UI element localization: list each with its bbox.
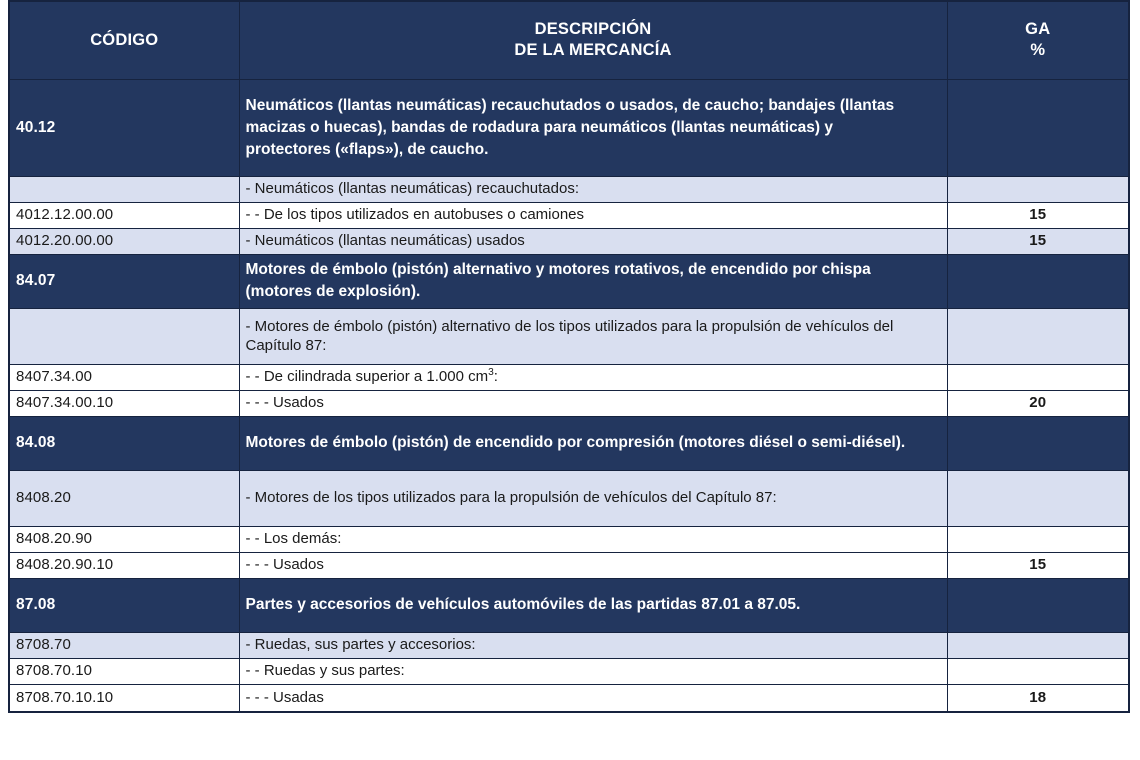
table-row bbox=[9, 684, 1129, 712]
table-row bbox=[9, 470, 1129, 526]
column-header-descripcion-line1: DESCRIPCIÓN bbox=[534, 20, 652, 39]
header-row bbox=[9, 1, 1129, 79]
cell-ga: 15 bbox=[947, 552, 1129, 578]
cell-codigo bbox=[9, 176, 239, 202]
cell-descripcion: - - Los demás: bbox=[239, 526, 947, 552]
tariff-table bbox=[8, 0, 1130, 713]
cell-descripcion: - - - Usados bbox=[239, 552, 947, 578]
cell-descripcion: - - Ruedas y sus partes: bbox=[239, 658, 947, 684]
table-row bbox=[9, 364, 1129, 390]
table-row bbox=[9, 658, 1129, 684]
cell-descripcion: Partes y accesorios de vehículos automóviles de las partidas 87.01 a 87.05. bbox=[239, 578, 947, 632]
cell-ga: 18 bbox=[947, 684, 1129, 712]
cell-codigo: 8708.70 bbox=[9, 632, 239, 658]
cell-descripcion: - - De los tipos utilizados en autobuses o camiones bbox=[239, 202, 947, 228]
cell-ga bbox=[947, 254, 1129, 308]
cell-ga bbox=[947, 632, 1129, 658]
cell-descripcion: - Neumáticos (llantas neumáticas) usados bbox=[239, 228, 947, 254]
cell-descripcion: - - - Usados bbox=[239, 390, 947, 416]
cell-ga bbox=[947, 308, 1129, 364]
cell-ga: 20 bbox=[947, 390, 1129, 416]
cell-ga bbox=[947, 658, 1129, 684]
table-row bbox=[9, 632, 1129, 658]
cell-ga bbox=[947, 364, 1129, 390]
table-header bbox=[9, 1, 1129, 79]
cell-descripcion: Motores de émbolo (pistón) de encendido por compresión (motores diésel o semi-diésel). bbox=[239, 416, 947, 470]
cell-descripcion: - Neumáticos (llantas neumáticas) recauchutados: bbox=[239, 176, 947, 202]
table-row bbox=[9, 254, 1129, 308]
cell-descripcion: - Ruedas, sus partes y accesorios: bbox=[239, 632, 947, 658]
table-row bbox=[9, 176, 1129, 202]
column-header-ga bbox=[947, 1, 1129, 79]
table-row bbox=[9, 228, 1129, 254]
cell-ga: 15 bbox=[947, 228, 1129, 254]
table-row bbox=[9, 578, 1129, 632]
cell-codigo: 84.08 bbox=[9, 416, 239, 470]
table-row bbox=[9, 526, 1129, 552]
cell-ga bbox=[947, 79, 1129, 176]
cell-codigo: 8407.34.00.10 bbox=[9, 390, 239, 416]
cell-codigo: 8408.20.90.10 bbox=[9, 552, 239, 578]
column-header-descripcion-line2: DE LA MERCANCÍA bbox=[514, 41, 672, 60]
column-header-ga-line2: % bbox=[1030, 41, 1046, 60]
column-header-descripcion bbox=[239, 1, 947, 79]
table-row bbox=[9, 416, 1129, 470]
cell-ga bbox=[947, 470, 1129, 526]
table-row bbox=[9, 202, 1129, 228]
cell-codigo: 40.12 bbox=[9, 79, 239, 176]
cell-ga bbox=[947, 526, 1129, 552]
cell-codigo: 87.08 bbox=[9, 578, 239, 632]
table-row bbox=[9, 552, 1129, 578]
table-row bbox=[9, 390, 1129, 416]
column-header-codigo bbox=[9, 1, 239, 79]
table-body bbox=[9, 79, 1129, 712]
cell-codigo: 4012.20.00.00 bbox=[9, 228, 239, 254]
cell-ga bbox=[947, 176, 1129, 202]
cell-descripcion: - Motores de émbolo (pistón) alternativo de los tipos utilizados para la propulsión de vehículos del Capítulo 87: bbox=[239, 308, 947, 364]
cell-codigo bbox=[9, 308, 239, 364]
cell-ga bbox=[947, 578, 1129, 632]
cell-descripcion: - - - Usadas bbox=[239, 684, 947, 712]
cell-codigo: 8708.70.10.10 bbox=[9, 684, 239, 712]
cell-descripcion: Motores de émbolo (pistón) alternativo y motores rotativos, de encendido por chispa (motores de explosión). bbox=[239, 254, 947, 308]
column-header-ga-line1: GA bbox=[1025, 20, 1051, 39]
cell-codigo: 8407.34.00 bbox=[9, 364, 239, 390]
cell-codigo: 8408.20.90 bbox=[9, 526, 239, 552]
cell-descripcion: Neumáticos (llantas neumáticas) recauchutados o usados, de caucho; bandajes (llantas macizas o huecas), bandas de rodadura para neumáticos (llantas neumáticas) y protectores («flaps»), de caucho. bbox=[239, 79, 947, 176]
cell-codigo: 84.07 bbox=[9, 254, 239, 308]
cell-ga bbox=[947, 416, 1129, 470]
table-row bbox=[9, 79, 1129, 176]
cell-codigo: 8708.70.10 bbox=[9, 658, 239, 684]
column-header-codigo-line1: CÓDIGO bbox=[90, 30, 159, 49]
table-row bbox=[9, 308, 1129, 364]
cell-codigo: 4012.12.00.00 bbox=[9, 202, 239, 228]
cell-descripcion: - - De cilindrada superior a 1.000 $cm^3$: bbox=[239, 364, 947, 390]
cell-ga: 15 bbox=[947, 202, 1129, 228]
cell-codigo: 8408.20 bbox=[9, 470, 239, 526]
cell-descripcion: - Motores de los tipos utilizados para la propulsión de vehículos del Capítulo 87: bbox=[239, 470, 947, 526]
